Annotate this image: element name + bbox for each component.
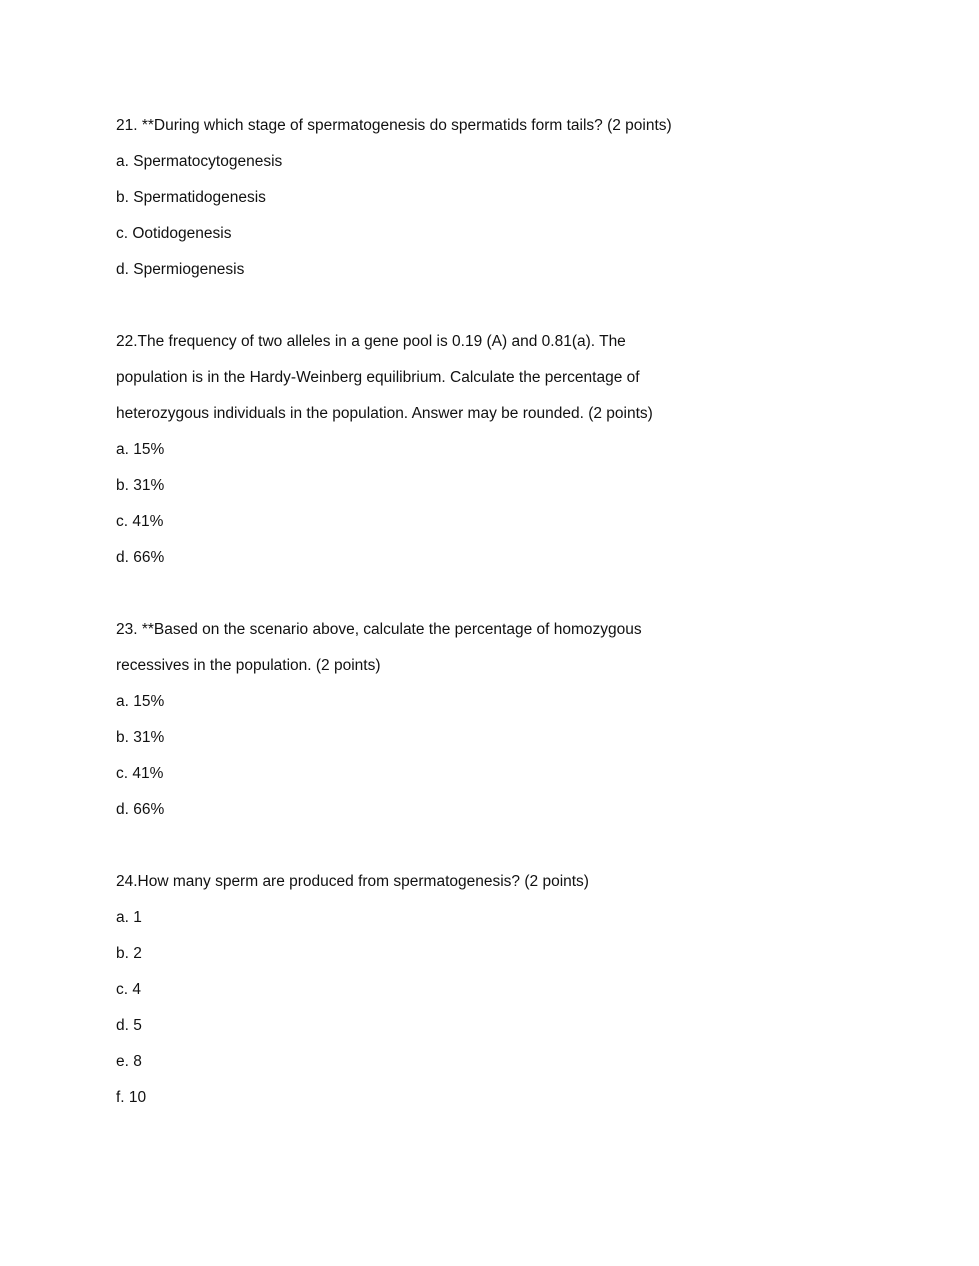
- question-text: 21. **During which stage of spermatogenesis do spermatids form tails? (2 points): [116, 117, 672, 134]
- question-text-line-3: heterozygous individuals in the population. Answer may be rounded. (2 points): [116, 405, 653, 422]
- question-text-line-1: 22.The frequency of two alleles in a gene pool is 0.19 (A) and 0.81(a). The: [116, 333, 626, 350]
- option-a: a. 15%: [116, 441, 165, 458]
- question-22: [116, 328, 876, 580]
- option-e: e. 8: [116, 1053, 142, 1070]
- question-21: [116, 112, 876, 292]
- option-a: a. Spermatocytogenesis: [116, 153, 283, 170]
- question-text: 24.How many sperm are produced from spermatogenesis? (2 points): [116, 873, 589, 890]
- spacer: [116, 832, 876, 868]
- option-c: c. 4: [116, 981, 141, 998]
- option-c: c. Ootidogenesis: [116, 225, 232, 242]
- option-f: f. 10: [116, 1089, 147, 1106]
- spacer: [116, 580, 876, 616]
- option-d: d. Spermiogenesis: [116, 261, 245, 278]
- question-text-line-1: 23. **Based on the scenario above, calculate the percentage of homozygous: [116, 621, 642, 638]
- question-24: [116, 868, 876, 1120]
- option-a: a. 15%: [116, 693, 165, 710]
- option-d: d. 66%: [116, 549, 165, 566]
- option-b: b. Spermatidogenesis: [116, 189, 266, 206]
- question-text-line-2: recessives in the population. (2 points): [116, 657, 381, 674]
- question-text-line-2: population is in the Hardy-Weinberg equilibrium. Calculate the percentage of: [116, 369, 640, 386]
- option-d: d. 5: [116, 1017, 142, 1034]
- spacer: [116, 292, 876, 328]
- option-b: b. 2: [116, 945, 142, 962]
- option-c: c. 41%: [116, 765, 164, 782]
- option-b: b. 31%: [116, 477, 165, 494]
- option-d: d. 66%: [116, 801, 165, 818]
- option-b: b. 31%: [116, 729, 165, 746]
- question-list: [116, 112, 876, 1120]
- option-c: c. 41%: [116, 513, 164, 530]
- option-a: a. 1: [116, 909, 142, 926]
- question-23: [116, 616, 876, 832]
